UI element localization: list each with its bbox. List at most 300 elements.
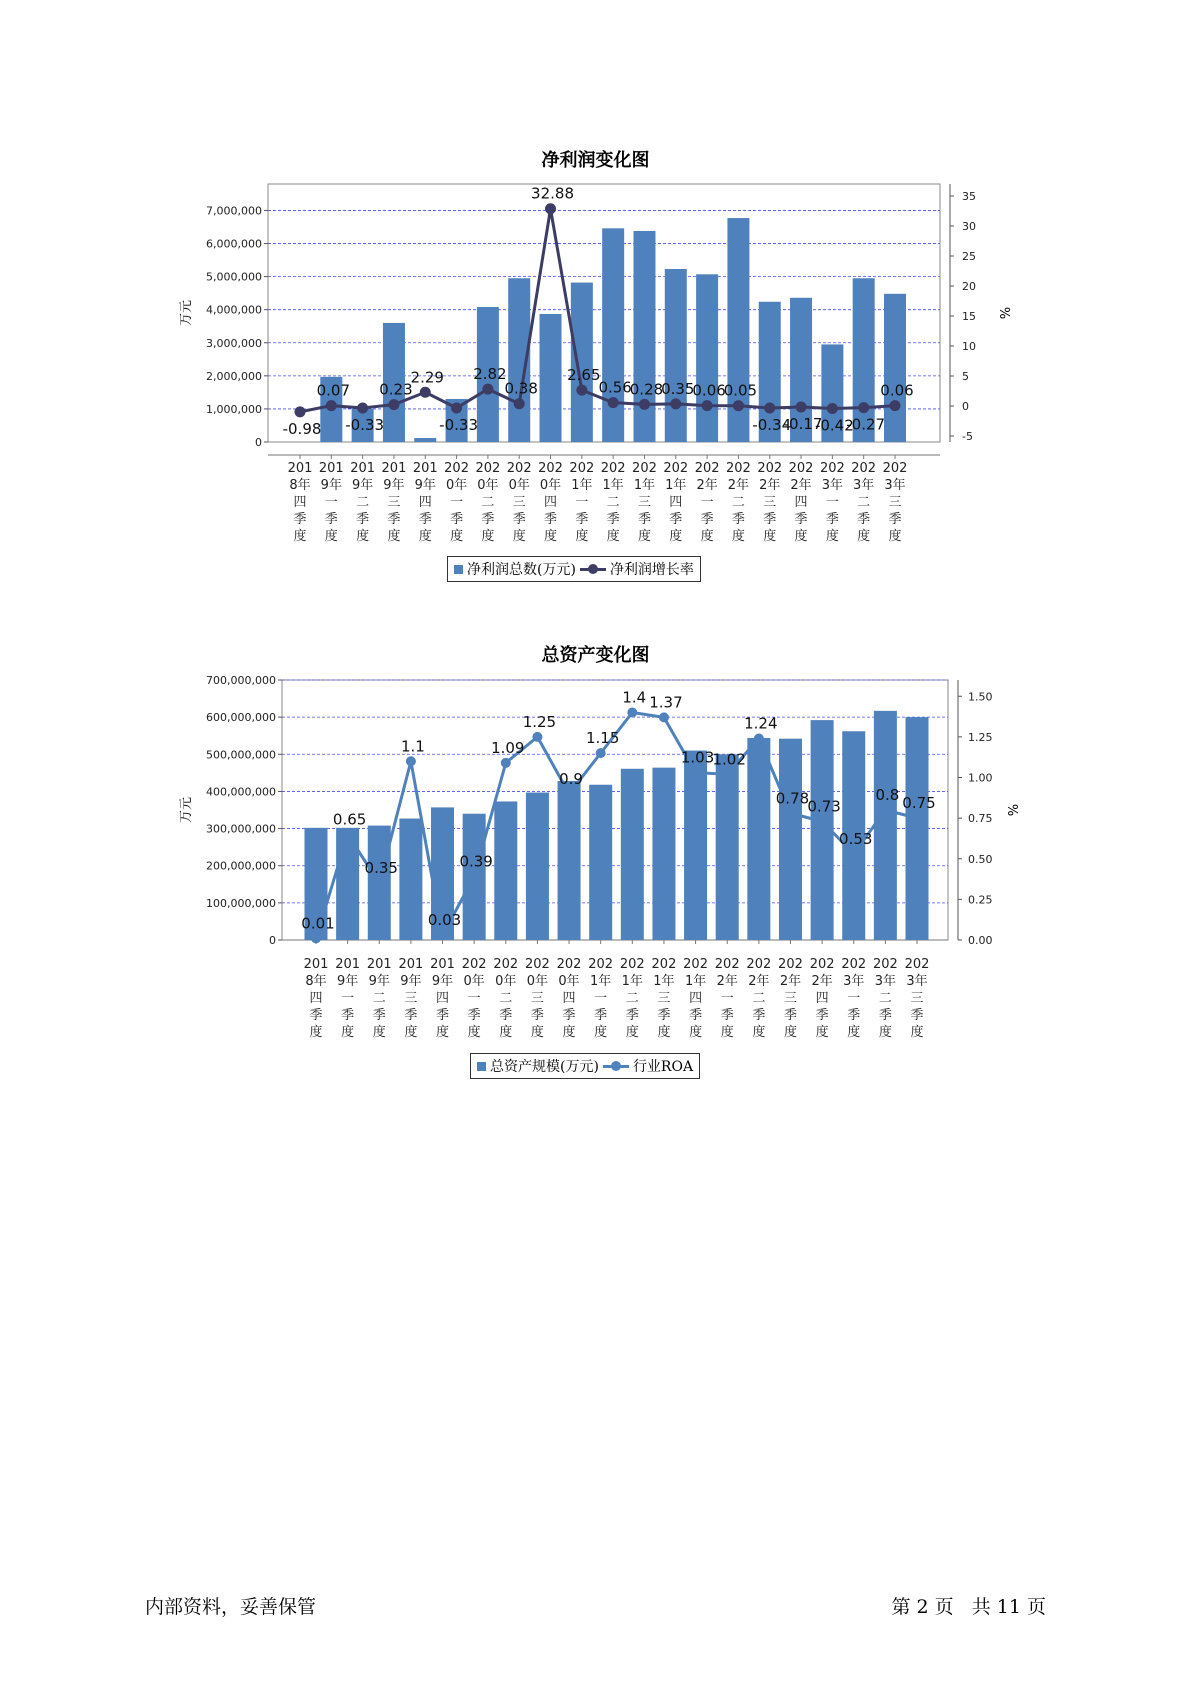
x-tick-label: 201 [318,461,344,476]
x-tick-label: 0年 [463,974,485,989]
x-tick-label: 201 [366,957,392,972]
x-tick-label: 四 [815,991,829,1006]
data-label: -0.98 [282,419,322,438]
x-tick-label: 度 [910,1025,924,1040]
x-tick-label: 季 [815,1008,829,1023]
line-point [754,734,764,744]
y-tick-label: 400,000,000 [206,785,276,799]
x-tick-label: 四 [309,991,323,1006]
line-point [691,768,701,778]
x-tick-label: 二 [606,495,620,510]
x-tick-label: 2年 [727,478,750,493]
x-tick-label: 度 [512,529,526,544]
x-tick-label: 2年 [779,974,802,989]
x-tick-label: 三 [637,495,651,510]
x-tick-label: 一 [324,495,338,510]
x-tick-label: 度 [794,529,808,544]
x-tick-label: 2年 [790,478,812,493]
x-tick-label: 0年 [445,478,468,493]
x-tick-label: 三 [404,991,418,1006]
data-label: 1.4 [622,688,647,707]
x-tick-label: 201 [412,461,438,476]
x-tick-label: 1年 [684,974,707,989]
x-tick-label: 9年 [400,974,422,989]
x-tick-label: 季 [372,1008,386,1023]
chart-title: 总资产变化图 [541,645,650,666]
x-tick-label: 2年 [759,478,781,493]
x-tick-label: 三 [763,495,777,510]
x-tick-label: 季 [606,512,620,527]
x-tick-label: 度 [669,529,683,544]
x-tick-label: 季 [637,512,651,527]
chart-legend [470,1053,700,1079]
bar [494,801,517,940]
x-tick-label: 四 [293,495,307,510]
data-label: 0.05 [723,381,758,400]
x-tick-label: 度 [530,1025,544,1040]
y-tick-label: 1,000,000 [206,402,262,416]
data-label: -0.42 [814,416,854,435]
x-tick-label: 度 [731,529,745,544]
bar [779,739,802,940]
x-tick-label: 202 [461,957,487,972]
y-tick-label: 7,000,000 [206,204,262,218]
data-label: 0.56 [598,378,632,397]
y2-axis-title: % [1004,803,1019,817]
x-tick-label: 二 [499,991,513,1006]
x-tick-label: 季 [700,512,714,527]
chart-title: 净利润变化图 [541,150,650,171]
data-label: 0.65 [332,810,367,829]
x-tick-label: 季 [436,1008,450,1023]
x-tick-label: 9年 [431,974,454,989]
x-tick-label: 201 [335,957,361,972]
x-tick-label: 8年 [305,974,327,989]
x-tick-label: 一 [575,495,589,510]
x-tick-label: 三 [657,991,671,1006]
x-tick-label: 202 [632,461,657,476]
x-tick-label: 季 [324,512,338,527]
x-tick-label: 202 [600,461,626,476]
x-tick-label: 0年 [526,974,549,989]
line-point [374,878,384,888]
x-tick-label: 一 [467,991,481,1006]
x-tick-label: 1年 [590,974,612,989]
x-tick-label: 四 [689,991,703,1006]
data-label: 0.06 [692,381,726,400]
x-tick-label: 四 [544,495,558,510]
x-tick-label: 3年 [874,974,897,989]
bar [684,751,707,940]
x-tick-label: 季 [720,1008,734,1023]
x-tick-label: 季 [293,512,307,527]
x-tick-label: 度 [387,529,401,544]
y-tick-label: 700,000,000 [206,674,276,687]
x-tick-label: 二 [752,991,766,1006]
bar-legend-label: 总资产规模(万元) [490,1059,599,1075]
y2-tick-label: 25 [962,250,976,263]
line-point [438,930,448,940]
line-point [817,816,827,826]
x-tick-label: 度 [763,529,777,544]
data-label: 1.02 [712,750,746,769]
bar [621,769,644,940]
data-label: 1.37 [649,693,683,712]
x-tick-label: 二 [878,991,892,1006]
x-tick-label: 202 [819,461,845,476]
x-tick-label: 201 [287,461,313,476]
x-tick-label: 202 [683,957,708,972]
x-tick-label: 度 [293,529,307,544]
x-tick-label: 8年 [289,478,311,493]
x-tick-label: 202 [569,461,595,476]
x-tick-label: 9年 [383,478,405,493]
y-tick-label: 6,000,000 [206,237,262,251]
y2-tick-label: 35 [962,190,976,203]
line-point [406,756,416,766]
x-tick-label: 季 [356,512,370,527]
x-tick-label: 度 [720,1025,734,1040]
data-label: 2.29 [410,368,444,387]
x-tick-label: 一 [700,495,714,510]
x-tick-label: 四 [669,495,683,510]
x-tick-label: 202 [556,957,582,972]
y2-tick-label: 1.50 [968,690,993,704]
data-label: 0.23 [379,380,413,399]
x-tick-label: 一 [341,991,355,1006]
x-tick-label: 202 [651,957,677,972]
x-tick-label: 度 [544,529,558,544]
x-tick-label: 201 [398,957,424,972]
x-tick-label: 度 [700,529,714,544]
y2-tick-label: 0.50 [968,852,993,866]
y2-tick-label: 0.25 [968,893,993,907]
x-tick-label: 季 [481,512,495,527]
y-axis-title: 万元 [179,796,194,824]
x-tick-label: 季 [731,512,745,527]
x-tick-label: 202 [746,957,772,972]
x-tick-label: 四 [562,991,576,1006]
x-tick-label: 季 [669,512,683,527]
line-point [343,829,353,839]
x-tick-label: 度 [575,529,589,544]
x-tick-label: 202 [506,461,532,476]
x-tick-label: 四 [436,991,450,1006]
x-tick-label: 9年 [414,478,436,493]
data-label: 1.24 [744,714,778,733]
x-tick-label: 季 [689,1008,703,1023]
bar-legend-label: 净利润总数(万元) [467,562,576,578]
x-tick-label: 202 [757,461,783,476]
footer-page-number: 第 2 页 共 11 页 [891,1596,1046,1618]
x-tick-label: 2年 [696,478,718,493]
x-tick-label: 季 [825,512,839,527]
x-tick-label: 四 [418,495,432,510]
y-tick-label: 4,000,000 [206,303,262,317]
line-point [785,808,795,818]
y2-tick-label: 0.75 [968,812,993,826]
x-tick-label: 度 [825,529,839,544]
y-tick-label: 600,000,000 [206,711,276,725]
data-label: 0.06 [880,381,914,400]
y-tick-label: 300,000,000 [206,822,276,836]
x-tick-label: 度 [857,529,871,544]
x-tick-label: 度 [418,529,432,544]
x-tick-label: 202 [851,461,877,476]
x-tick-label: 季 [625,1008,639,1023]
x-tick-label: 度 [637,529,651,544]
data-label: 32.88 [531,184,575,203]
y-tick-label: 0 [269,934,276,947]
y-tick-label: 2,000,000 [206,369,262,383]
x-tick-label: 1年 [621,974,643,989]
x-tick-label: 9年 [351,478,374,493]
bar-legend-swatch [477,1062,486,1071]
data-label: 2.82 [473,365,507,384]
bar [716,754,739,940]
x-tick-label: 季 [763,512,777,527]
x-tick-label: 1年 [571,478,593,493]
x-tick-label: 1年 [653,974,675,989]
line-point [880,805,890,815]
bar [558,781,581,940]
x-tick-label: 度 [404,1025,418,1040]
data-label: 0.75 [902,794,936,813]
x-tick-label: 9年 [336,974,359,989]
x-tick-label: 度 [309,1025,323,1040]
data-label: -0.33 [345,415,385,434]
y-tick-label: 3,000,000 [206,336,262,350]
x-tick-label: 一 [594,991,608,1006]
x-tick-label: 一 [847,991,861,1006]
x-tick-label: 季 [450,512,464,527]
line-legend-swatch [603,1060,629,1072]
data-label: -0.33 [439,415,478,434]
y2-tick-label: 10 [962,340,976,353]
x-tick-label: 2年 [811,974,833,989]
data-label: 0.03 [427,911,462,930]
x-tick-label: 二 [857,495,871,510]
x-tick-label: 度 [606,529,620,544]
bar [874,711,900,940]
x-tick-label: 202 [444,461,469,476]
data-label: 1.15 [585,729,620,748]
line-point [311,933,321,943]
y2-tick-label: 0.00 [968,934,993,947]
x-tick-label: 度 [499,1025,513,1040]
x-tick-label: 度 [436,1025,450,1040]
bar [652,768,675,940]
data-label: 1.09 [491,738,525,757]
data-label: 0.78 [775,789,810,808]
x-tick-label: 201 [381,461,407,476]
x-tick-label: 202 [882,461,908,476]
x-tick-label: 三 [910,991,924,1006]
y2-tick-label: 30 [962,220,976,233]
x-tick-label: 202 [475,461,501,476]
data-label: 0.01 [301,914,335,933]
line-point [849,849,859,859]
data-label: 0.8 [875,786,900,804]
x-tick-label: 度 [752,1025,766,1040]
x-tick-label: 0年 [508,478,530,493]
x-tick-label: 度 [467,1025,481,1040]
x-tick-label: 3年 [884,478,906,493]
x-tick-label: 3年 [821,478,844,493]
x-tick-label: 度 [341,1025,355,1040]
data-label: 0.53 [839,829,873,848]
y2-tick-label: 1.00 [968,771,993,785]
data-label: 0.35 [661,379,695,398]
x-tick-label: 202 [904,957,930,972]
data-label: 0.9 [559,769,583,788]
x-tick-label: 季 [752,1008,766,1023]
x-tick-label: 度 [878,1025,892,1040]
x-tick-label: 季 [309,1008,323,1023]
x-tick-label: 二 [731,495,745,510]
bar [526,793,549,940]
bar [747,738,770,940]
x-tick-label: 季 [594,1008,608,1023]
x-tick-label: 202 [619,957,645,972]
line-point [469,872,479,882]
x-tick-label: 季 [657,1008,671,1023]
y-tick-label: 500,000,000 [206,748,276,762]
x-tick-label: 0年 [558,974,580,989]
x-tick-label: 202 [726,461,751,476]
x-tick-label: 季 [418,512,432,527]
data-label: 0.73 [807,797,841,816]
x-tick-label: 三 [888,495,902,510]
y2-tick-label: 0 [962,400,969,413]
y2-tick-label: 5 [962,370,969,383]
x-tick-label: 季 [878,1008,892,1023]
y-axis-title: 万元 [179,299,194,327]
x-tick-label: 9年 [320,478,342,493]
x-tick-label: 2年 [748,974,770,989]
line-point [627,708,637,718]
x-tick-label: 季 [467,1008,481,1023]
x-tick-label: 3年 [906,974,928,989]
bar [589,785,612,940]
line-point [532,732,542,742]
x-tick-label: 季 [910,1008,924,1023]
x-tick-label: 度 [481,529,495,544]
x-tick-label: 四 [794,495,808,510]
y2-tick-label: 15 [962,310,976,323]
x-tick-label: 202 [588,957,614,972]
y-tick-label: 100,000,000 [206,896,276,910]
x-tick-label: 202 [788,461,814,476]
data-label: -0.17 [783,415,823,434]
data-label: 0.28 [629,380,664,399]
data-label: -0.27 [846,415,886,434]
x-tick-label: 季 [341,1008,355,1023]
x-tick-label: 202 [663,461,689,476]
x-tick-label: 1年 [665,478,687,493]
x-tick-label: 201 [430,957,455,972]
x-tick-label: 季 [404,1008,418,1023]
x-tick-label: 度 [594,1025,608,1040]
x-tick-label: 季 [562,1008,576,1023]
x-tick-label: 度 [324,529,338,544]
x-tick-label: 一 [825,495,839,510]
y2-tick-label: 1.25 [968,730,993,744]
x-tick-label: 202 [714,957,740,972]
x-tick-label: 度 [783,1025,797,1040]
x-tick-label: 季 [499,1008,513,1023]
x-tick-label: 季 [888,512,902,527]
line-point [659,712,669,722]
line-point [722,769,732,779]
x-tick-label: 度 [815,1025,829,1040]
data-label: 2.65 [567,366,601,385]
data-label: -0.34 [752,416,792,435]
x-tick-label: 度 [689,1025,703,1040]
footer-confidential: 内部资料，妥善保管 [145,1596,317,1618]
x-tick-label: 度 [888,529,902,544]
y2-axis-title: % [996,306,1011,320]
y-tick-label: 200,000,000 [206,859,276,873]
x-tick-label: 3年 [853,478,875,493]
x-tick-label: 度 [562,1025,576,1040]
y2-tick-label: 20 [962,280,976,293]
x-tick-label: 度 [625,1025,639,1040]
x-tick-label: 二 [481,495,495,510]
x-tick-label: 季 [575,512,589,527]
x-tick-label: 一 [450,495,464,510]
x-tick-label: 202 [538,461,563,476]
bar [399,819,422,940]
x-tick-label: 201 [303,957,329,972]
line-legend-label: 行业ROA [632,1059,694,1075]
x-tick-label: 0年 [477,478,499,493]
data-label: 0.35 [364,859,398,878]
x-tick-label: 二 [625,991,639,1006]
x-tick-label: 度 [450,529,464,544]
x-tick-label: 202 [694,461,720,476]
x-tick-label: 度 [356,529,370,544]
line-point [596,748,606,758]
x-tick-label: 9年 [368,974,390,989]
x-tick-label: 季 [783,1008,797,1023]
x-tick-label: 二 [372,991,386,1006]
x-tick-label: 202 [809,957,835,972]
data-label: 1.25 [522,712,557,731]
x-tick-label: 202 [778,957,803,972]
x-tick-label: 202 [525,957,550,972]
x-tick-label: 二 [356,495,370,510]
x-tick-label: 三 [783,991,797,1006]
data-label: 0.38 [504,379,538,398]
y2-tick-label: -5 [962,430,973,443]
data-label: 1.1 [400,737,425,756]
x-tick-label: 3年 [843,974,865,989]
line-point [564,789,574,799]
x-tick-label: 202 [493,957,519,972]
x-tick-label: 季 [512,512,526,527]
y-tick-label: 5,000,000 [206,270,262,284]
y-tick-label: 0 [255,436,262,449]
x-tick-label: 季 [387,512,401,527]
x-tick-label: 度 [657,1025,671,1040]
x-tick-label: 度 [372,1025,386,1040]
x-tick-label: 季 [857,512,871,527]
x-tick-label: 0年 [495,974,517,989]
data-label: 1.03 [680,748,715,767]
x-tick-label: 季 [544,512,558,527]
line-point [501,758,511,768]
